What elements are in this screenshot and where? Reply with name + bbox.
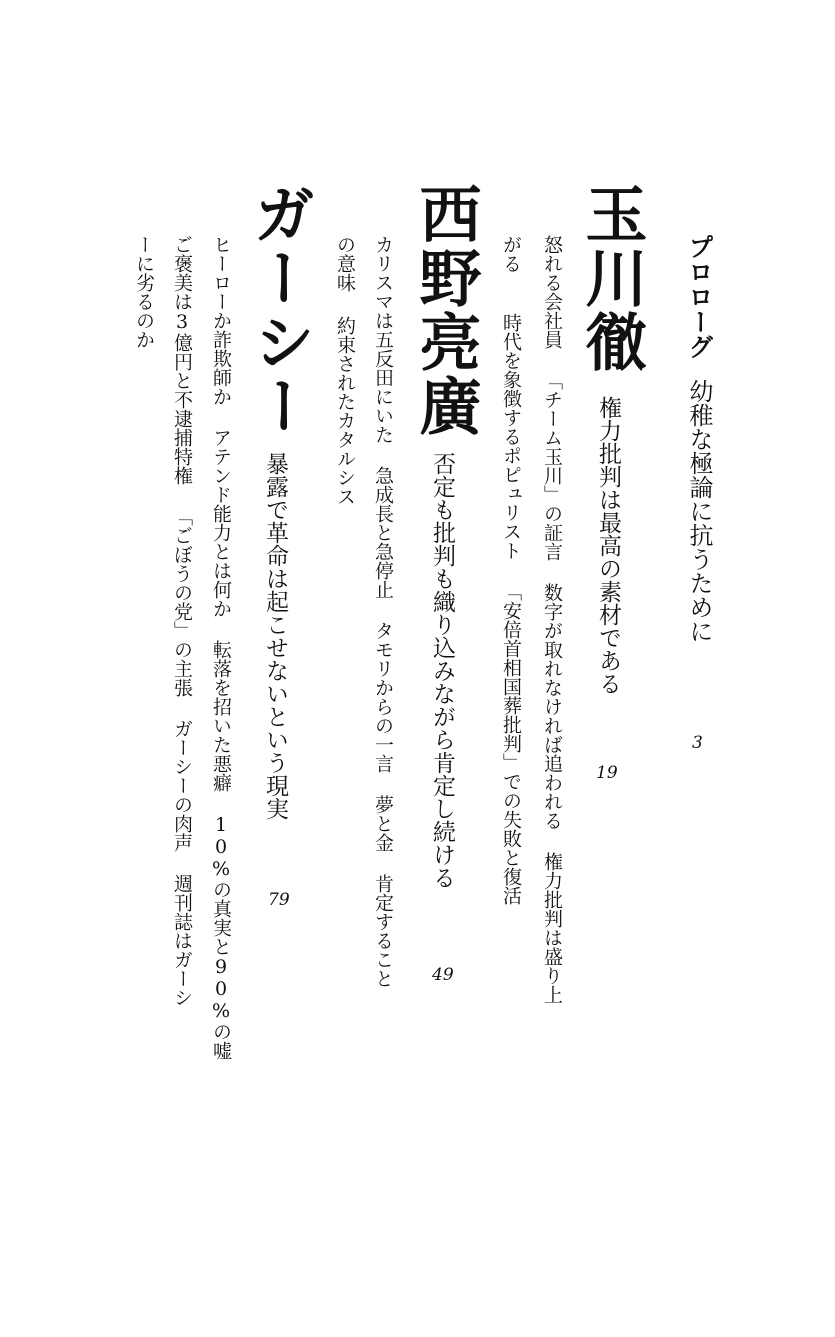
chapter-1-page-number: 19 (596, 763, 618, 783)
chapter-2-toc-line-2: の意味約束されたカタルシス (334, 235, 356, 506)
chapter-2-subtitle: 否定も批判も織り込みながら肯定し続ける (429, 452, 455, 889)
chapter-3-toc-line-1: ヒーローか詐欺師かアテンド能力とは何か転落を招いた悪癖10%の真実と90%の嘘 (210, 235, 232, 1060)
prologue-subtitle: 幼稚な極論に抗うために (685, 379, 713, 643)
chapter-2-toc-line-1: カリスマは五反田にいた急成長と急停止タモリからの一言夢と金肯定すること (372, 235, 394, 988)
chapter-1-toc-line-2: がる時代を象徴するポピュリスト「安倍首相国葬批判」での失敗と復活 (500, 235, 522, 905)
prologue-page-number: 3 (692, 733, 703, 753)
chapter-3-toc-line-2: ご褒美は3億円と不逮捕特権「ごぼうの党」の主張ガーシーの肉声週刊誌はガーシ (171, 235, 193, 1007)
chapter-1-subtitle: 権力批判は最高の素材である (595, 396, 621, 695)
chapter-3-subtitle: 暴露で革命は起こせないという現実 (262, 452, 288, 820)
chapter-3-page-number: 79 (268, 890, 290, 910)
chapter-1-title: 玉川徹 (575, 182, 648, 374)
chapter-3-title: ガーシー (243, 182, 316, 438)
chapter-1-toc-line-1: 怒れる会社員「チーム玉川」の証言数字が取れなければ追われる権力批判は盛り上 (541, 235, 563, 1004)
chapter-3-toc-line-3: ーに劣るのか (133, 235, 155, 349)
prologue-title: プロローグ (685, 234, 714, 359)
chapter-2-page-number: 49 (432, 965, 454, 985)
chapter-2-title: 西野亮廣 (409, 182, 482, 438)
